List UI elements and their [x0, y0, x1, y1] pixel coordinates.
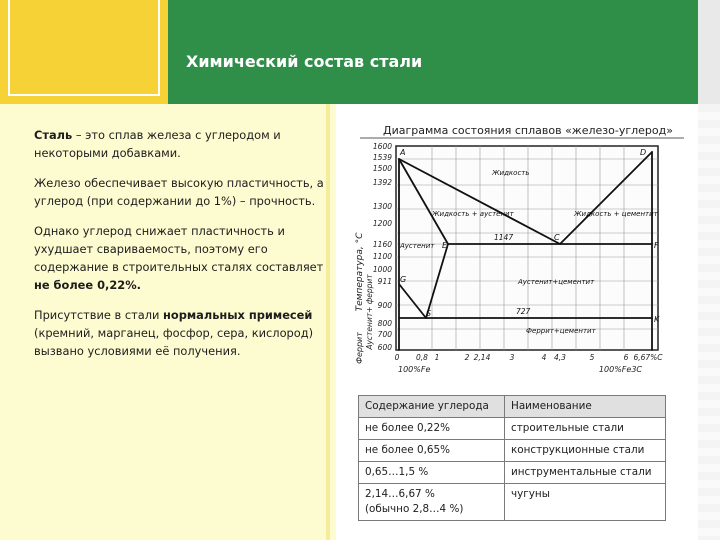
y-tick: 1600 [372, 142, 392, 151]
point-label-a: A [400, 148, 406, 157]
table-row [359, 484, 666, 521]
region-liquid-cementite: Жидкость + цементит [574, 210, 658, 218]
point-label-e: E [442, 241, 448, 250]
y-tick: 911 [377, 277, 392, 286]
header-accent-frame [8, 0, 160, 96]
carbon-limit-text: Однако углерод снижает пластичность и ухудшает свариваемость, поэтому его содержание в строительных сталях составляет [34, 224, 324, 274]
point-label-d: D [640, 148, 647, 157]
table-header-row [359, 396, 666, 418]
point-label-g: G [400, 275, 407, 284]
term-steel: Сталь [34, 128, 73, 142]
paragraph-iron-carbon: Железо обеспечивает высокую пластичность, а углерод (при содержании до 1%) – прочность. [34, 176, 324, 208]
point-label-f: F [654, 241, 659, 250]
impurities-lead: Присутствие в стали [34, 308, 163, 322]
point-label-c: C [554, 233, 560, 242]
y-tick: 700 [377, 330, 392, 339]
paragraph-carbon-limit [34, 222, 324, 294]
y-tick: 1300 [372, 202, 392, 211]
x-tick: 1 [434, 353, 440, 362]
impurities-rest: (кремний, марганец, фосфор, сера, кислород) вызвано условиями её получения. [34, 326, 314, 358]
x-tick: 4,3 [554, 353, 566, 362]
definition-text: – это сплав железа с углеродом и некоторыми добавками. [34, 128, 281, 160]
y-tick: 1100 [372, 252, 392, 261]
austenite-ferrite-axis-label: Аустенит+ феррит [365, 274, 374, 350]
y-tick: 1200 [372, 219, 392, 228]
x-tick: 2,14 [473, 353, 491, 362]
table-cell: конструкционные стали [505, 440, 666, 462]
header-accent-block [0, 0, 168, 104]
impurities-term: нормальных примесей [163, 308, 313, 322]
table-cell: не более 0,65% [359, 440, 505, 462]
iron-carbon-diagram [342, 122, 694, 384]
table-row [359, 440, 666, 462]
carbon-content-table [358, 395, 666, 521]
x-tick: 5 [589, 353, 595, 362]
table-row [359, 418, 666, 440]
right-decor-stripe [698, 104, 720, 540]
y-tick: 600 [377, 343, 392, 352]
ferrite-axis-label: Феррит [355, 332, 364, 364]
point-label-s: S [426, 309, 432, 318]
y-tick: 800 [377, 319, 392, 328]
x-right-caption: 100%Fe3C [598, 365, 642, 374]
y-tick: 1000 [372, 265, 392, 274]
header-edge [698, 0, 720, 104]
x-tick: 0,8 [416, 353, 428, 362]
carbon-limit-value: не более 0,22%. [34, 278, 141, 292]
isotherm-1147-label: 1147 [494, 233, 514, 242]
isotherm-727-label: 727 [516, 307, 531, 316]
paragraph-steel-definition [34, 126, 324, 162]
slide-title: Химический состав стали [186, 52, 423, 71]
region-austenite-cementite: Аустенит+цементит [518, 278, 595, 286]
body-text [34, 126, 324, 372]
region-ferrite-cementite: Феррит+цементит [526, 327, 596, 335]
table-cell: 0,65…1,5 % [359, 462, 505, 484]
region-liquid: Жидкость [492, 169, 530, 177]
table-row [359, 462, 666, 484]
y-axis-label: Температура, °С [355, 232, 365, 312]
diagram-title: Диаграмма состояния сплавов «железо-углерод» [383, 124, 673, 137]
x-tick: 3 [509, 353, 515, 362]
x-tick: 2 [464, 353, 470, 362]
y-tick: 1392 [372, 178, 392, 187]
y-tick: 1500 [372, 164, 392, 173]
x-tick: 6,67%C [633, 353, 663, 362]
region-austenite: Аустенит [400, 242, 435, 250]
table-header-cell: Наименование [505, 396, 666, 418]
table-cell: 2,14…6,67 % (обычно 2,8…4 %) [359, 484, 505, 521]
table-header-cell: Содержание углерода [359, 396, 505, 418]
x-tick: 4 [541, 353, 547, 362]
table-cell: строительные стали [505, 418, 666, 440]
y-tick: 900 [377, 301, 392, 310]
left-panel-stripe [326, 104, 330, 540]
x-left-caption: 100%Fe [398, 365, 431, 374]
point-label-k: K [654, 315, 660, 324]
x-tick: 0 [394, 353, 400, 362]
diagram-svg [342, 122, 694, 384]
table-cell: не более 0,22% [359, 418, 505, 440]
region-liquid-austenite: Жидкость + аустенит [432, 210, 514, 218]
y-tick: 1539 [372, 153, 392, 162]
table-cell: чугуны [505, 484, 666, 521]
paragraph-impurities [34, 306, 324, 360]
x-tick: 6 [623, 353, 629, 362]
y-tick: 1160 [372, 240, 392, 249]
table-cell: инструментальные стали [505, 462, 666, 484]
